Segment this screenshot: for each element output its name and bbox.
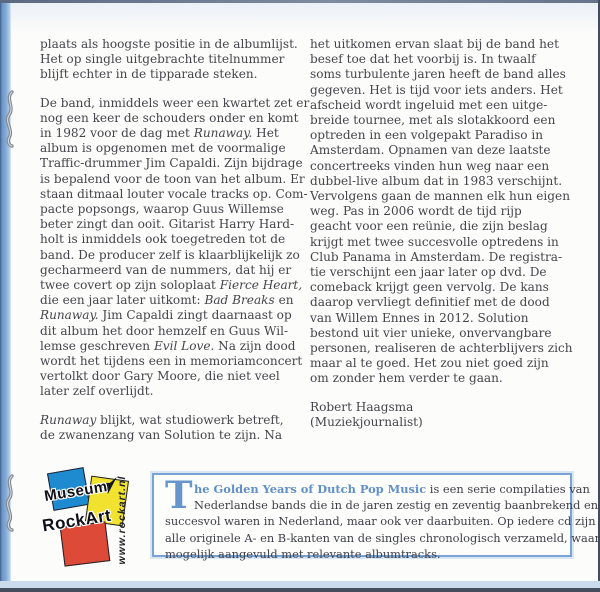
text-line <box>40 339 302 354</box>
text-line <box>165 513 596 529</box>
paragraph <box>40 37 302 83</box>
text-line <box>310 128 580 143</box>
text-line <box>40 52 302 67</box>
text-line <box>40 384 302 399</box>
text-line <box>310 250 580 265</box>
paragraph <box>310 400 580 430</box>
text-segment: lemse geschreven <box>40 338 154 353</box>
series-info-text <box>165 473 600 562</box>
text-line <box>310 159 580 174</box>
text-line <box>310 52 580 67</box>
text-segment: beter zingt dan ooit. Gitarist Harry Hard- <box>40 217 295 232</box>
text-line <box>40 308 302 323</box>
text-segment: blijkt, wat studiowerk betreft, <box>96 412 284 427</box>
text-segment: staan ditmaal louter vocale tracks op. Com- <box>40 186 308 201</box>
text-line <box>310 219 580 234</box>
text-segment: album is opgenomen met de voormalige <box>40 141 286 156</box>
text-segment: wordt het tijdens een in memoriamconcert <box>40 354 303 369</box>
italic-title-text: Fierce Heart, <box>219 278 303 293</box>
text-line <box>40 37 302 52</box>
paragraph <box>40 413 302 443</box>
right-text-column <box>310 37 580 443</box>
text-segment: Vervolgens gaan de mannen elk hun eigen <box>310 189 570 204</box>
text-segment: Het <box>252 126 279 141</box>
text-segment: alle originele A- en B-kanten van de singles chronologisch verzameld, waar <box>165 530 600 545</box>
text-segment: gecharmeerd van de nummers, dat hij er <box>40 262 292 277</box>
text-segment: afscheid wordt ingeluid met een uitge- <box>310 97 548 112</box>
text-segment: optreden in een volgepakt Paradiso in <box>310 128 544 143</box>
series-info-box <box>152 473 600 561</box>
text-segment: om zonder hem verder te gaan. <box>310 371 503 386</box>
text-segment: krijgt met twee succesvolle optredens in <box>310 234 559 249</box>
text-segment: geacht voor een reünie, die zijn beslag <box>310 219 548 234</box>
text-segment: succesvol waren in Nederland, maar ook ver daarbuiten. Op iedere cd zijn <box>165 514 596 529</box>
text-line <box>310 341 580 356</box>
text-segment: is bepalend voor de toon van het album. Er <box>40 171 305 186</box>
logo-rockart-text: RockArt <box>40 505 113 536</box>
text-segment: later zelf overlijdt. <box>40 384 154 399</box>
text-segment: breide tournee, met als slotakkoord een <box>310 113 556 128</box>
text-line <box>40 278 302 293</box>
text-line <box>310 415 580 430</box>
text-segment: van Willem Ennes in 2012. Solution <box>310 310 529 325</box>
text-line <box>40 217 302 232</box>
text-segment: die een jaar later uitkomt: <box>40 293 205 308</box>
text-line <box>310 235 580 250</box>
text-line <box>40 413 302 428</box>
text-line <box>40 428 302 443</box>
italic-title-text: Runaway <box>40 412 97 427</box>
text-line <box>310 356 580 371</box>
text-segment: en <box>274 293 294 308</box>
text-line <box>310 37 580 52</box>
text-segment: dubbel-live album dat in 1983 verschijnt. <box>310 173 563 188</box>
scan-bottom-highlight <box>0 581 600 588</box>
text-segment: . Na zijn dood <box>210 338 296 353</box>
text-line <box>40 186 308 202</box>
text-line <box>40 324 302 339</box>
text-line <box>40 95 310 111</box>
text-line <box>40 141 302 156</box>
text-segment: maar al te goed. Het zou niet goed zijn <box>310 356 549 371</box>
text-segment: is een serie compilaties van <box>426 482 590 496</box>
paragraph <box>165 473 600 562</box>
text-segment: Jim Capaldi zingt daarnaast op <box>98 308 292 323</box>
text-segment: weg. Pas in 2006 wordt de tijd rijp <box>310 204 522 219</box>
text-line <box>310 326 580 341</box>
text-line <box>310 204 580 219</box>
text-segment: tie verschijnt een jaar later op dvd. De <box>310 265 547 280</box>
text-line <box>310 143 580 158</box>
left-text-column <box>40 37 310 456</box>
staple-icon <box>1 472 19 534</box>
scan-top-edge <box>0 0 600 3</box>
text-segment: blijft echter in de tipparade steken. <box>40 67 258 82</box>
text-line <box>310 295 580 310</box>
text-line <box>310 98 580 113</box>
text-segment: dit album het door hemzelf en Guus Wil- <box>40 323 289 338</box>
series-title-text: he Golden Years of Dutch Pop Music <box>194 482 427 496</box>
text-segment: De band, inmiddels weer een kwartet zet er <box>40 95 310 110</box>
text-line <box>165 481 590 497</box>
text-line <box>40 248 302 263</box>
text-segment: het uitkomen ervan slaat bij de band het <box>310 37 559 51</box>
text-segment: band. De producer zelf is klaarblijkelijk zo <box>40 247 300 262</box>
paragraph <box>40 95 310 400</box>
text-line <box>40 67 302 82</box>
text-segment: holt is inmiddels ook toegetreden tot de <box>40 232 286 247</box>
text-line <box>310 371 580 386</box>
text-segment: personen, realiseren de achterblijvers zich <box>310 341 573 356</box>
text-segment: pacte popsongs, waarop Guus Willemse <box>40 202 284 217</box>
text-line <box>165 530 600 546</box>
italic-title-text: Runaway. <box>193 126 253 141</box>
text-line <box>310 113 580 128</box>
text-line <box>40 369 302 384</box>
text-segment: Robert Haagsma <box>310 399 414 414</box>
text-line <box>310 311 580 326</box>
scan-bottom-edge <box>0 588 600 592</box>
text-segment: vertolkt door Gary Moore, die niet veel <box>40 369 280 384</box>
logo-website-vertical-text: www.rockart.nl <box>116 475 128 565</box>
text-segment: Het op single uitgebrachte titelnummer <box>40 52 285 67</box>
text-line <box>40 202 302 217</box>
text-segment: besef toe dat het voorbij is. In twaalf <box>310 52 536 67</box>
text-line <box>40 293 302 308</box>
text-segment: de zwanenzang van Solution te zijn. Na <box>40 427 283 442</box>
text-line <box>310 400 580 415</box>
italic-title-text: Evil Love <box>153 338 211 353</box>
text-segment: Nederlandse bands die in de jaren zestig en zeventig baanbrekend en <box>194 498 599 513</box>
text-segment: Amsterdam. Opnamen van deze laatste <box>310 143 551 158</box>
text-line <box>165 497 599 513</box>
text-line <box>40 263 302 278</box>
text-line <box>310 265 580 280</box>
text-line <box>310 83 580 98</box>
text-line <box>40 111 302 126</box>
text-line <box>40 232 302 247</box>
text-line <box>310 67 580 82</box>
text-line <box>40 171 305 187</box>
text-segment: comeback krijgt geen vervolg. De kans <box>310 280 549 295</box>
text-segment: soms turbulente jaren heeft de band alles <box>310 67 566 82</box>
italic-title-text: Bad Breaks <box>204 293 275 308</box>
dropcap-letter: T <box>165 473 193 517</box>
paragraph <box>310 37 580 387</box>
staple-icon <box>1 88 19 150</box>
text-segment: (Muziekjournalist) <box>310 414 423 429</box>
text-line <box>165 546 559 562</box>
text-segment: bestond uit vier unieke, onvervangbare <box>310 325 552 340</box>
text-segment: nog een keer de schouders onder en komt <box>40 110 299 125</box>
text-line <box>310 280 580 295</box>
text-line <box>310 174 580 189</box>
text-segment: mogelijk aangevuld met relevante albumtracks. <box>165 546 441 561</box>
text-segment: in 1982 voor de dag met <box>40 126 194 141</box>
text-segment: plaats als hoogste positie in de albumlijst. <box>40 37 298 51</box>
italic-title-text: Runaway. <box>40 308 99 323</box>
logo-museum-text: Museum <box>43 478 109 505</box>
text-segment: gegeven. Het is tijd voor iets anders. Het <box>310 82 563 97</box>
text-line <box>310 189 580 204</box>
text-segment: Club Panama in Amsterdam. De registra- <box>310 249 563 264</box>
text-line <box>40 156 302 171</box>
text-segment: daarop vervliegt definitief met de dood <box>310 295 550 310</box>
text-segment: twee covert op zijn soloplaat <box>40 278 220 293</box>
text-segment: Traffic-drummer Jim Capaldi. Zijn bijdrage <box>40 156 303 171</box>
text-segment: concertreeks vinden hun weg naar een <box>310 158 550 173</box>
text-line <box>40 126 302 141</box>
text-line <box>40 354 302 369</box>
